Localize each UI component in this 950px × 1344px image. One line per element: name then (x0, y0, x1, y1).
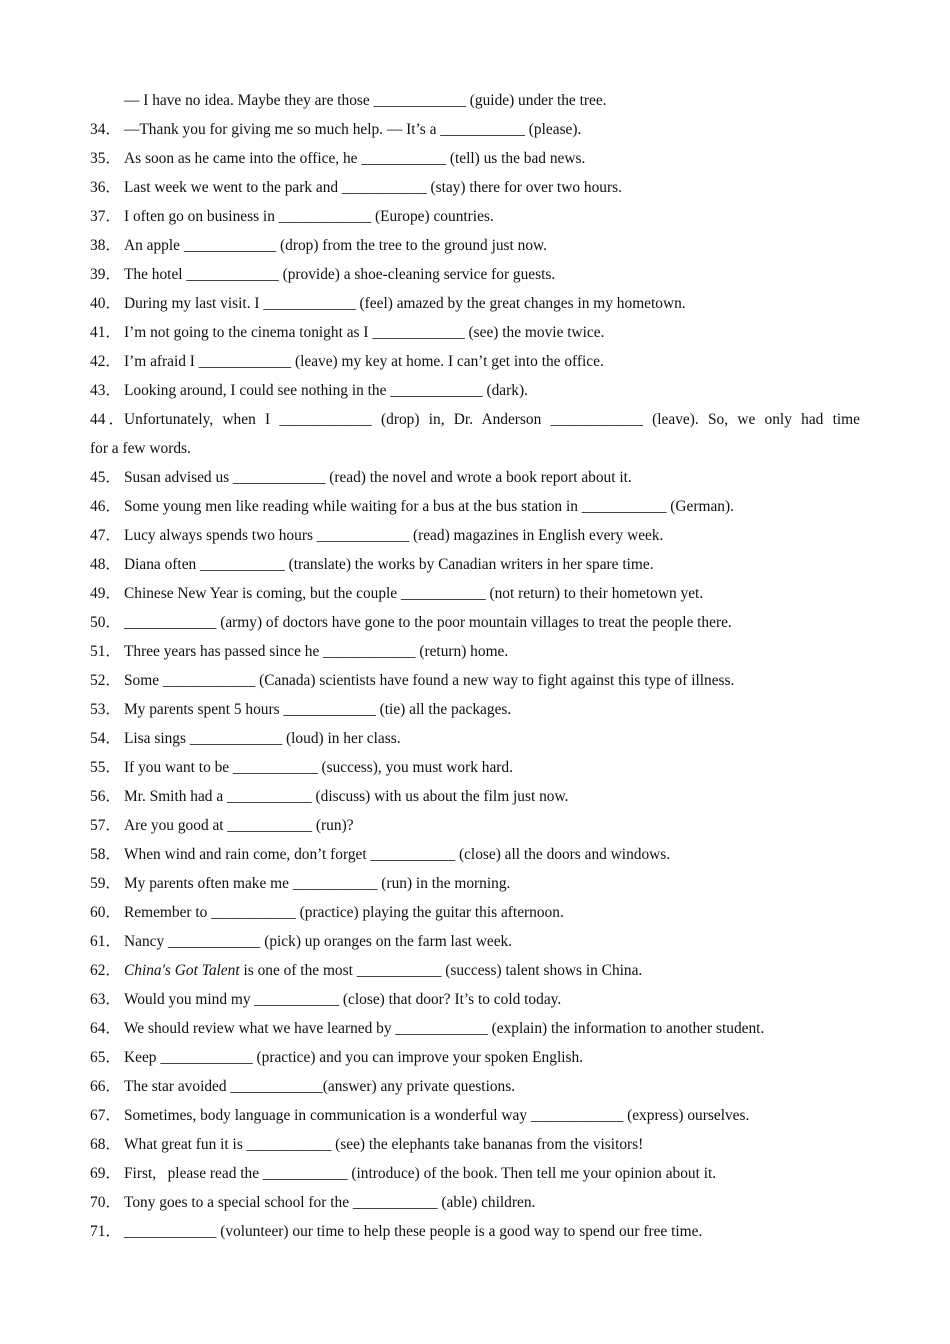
question-48 (90, 550, 860, 579)
question-number: 53． (90, 701, 121, 718)
question-text: Lucy always spends two hours ____________ (read) magazines in English every week. (124, 527, 664, 544)
question-68 (90, 1130, 860, 1159)
question-number: 52． (90, 672, 121, 689)
question-text: Diana often ___________ (translate) the works by Canadian writers in her spare time. (124, 556, 654, 573)
question-text: We should review what we have learned by ____________ (explain) the information to another student. (124, 1020, 765, 1037)
question-number: 63． (90, 991, 121, 1008)
question-35 (90, 144, 860, 173)
question-number: 67． (90, 1107, 121, 1124)
question-number: 69． (90, 1165, 121, 1182)
question-54 (90, 724, 860, 753)
question-67 (90, 1101, 860, 1130)
question-number: 45． (90, 469, 121, 486)
question-number: 71． (90, 1223, 121, 1240)
question-37 (90, 202, 860, 231)
question-40 (90, 289, 860, 318)
question-number: 68． (90, 1136, 121, 1153)
question-51 (90, 637, 860, 666)
question-66 (90, 1072, 860, 1101)
question-34 (90, 115, 860, 144)
question-text: Susan advised us ____________ (read) the novel and wrote a book report about it. (124, 469, 632, 486)
question-number: 57． (90, 817, 121, 834)
question-text: Tony goes to a special school for the ___________ (able) children. (124, 1194, 536, 1211)
question-number: 35． (90, 150, 121, 167)
question-number: 38． (90, 237, 121, 254)
question-number: 42． (90, 353, 121, 370)
question-number: 41． (90, 324, 121, 341)
question-number: 55． (90, 759, 121, 776)
question-text: Mr. Smith had a ___________ (discuss) with us about the film just now. (124, 788, 569, 805)
question-59 (90, 869, 860, 898)
question-text: is one of the most ___________ (success) talent shows in China. (239, 962, 643, 979)
question-41 (90, 318, 860, 347)
question-number: 40． (90, 295, 121, 312)
question-text: Remember to ___________ (practice) playing the guitar this afternoon. (124, 904, 564, 921)
question-text: Keep ____________ (practice) and you can improve your spoken English. (124, 1049, 584, 1066)
question-63 (90, 985, 860, 1014)
question-number: 46． (90, 498, 121, 515)
question-number: 44． (90, 411, 124, 428)
question-64 (90, 1014, 860, 1043)
question-number: 34． (90, 121, 121, 138)
question-text: If you want to be ___________ (success), you must work hard. (124, 759, 513, 776)
question-70 (90, 1188, 860, 1217)
question-text: Sometimes, body language in communication is a wonderful way ____________ (express) ourselves. (124, 1107, 750, 1124)
question-text: My parents often make me ___________ (run) in the morning. (124, 875, 511, 892)
question-45 (90, 463, 860, 492)
question-number: 61． (90, 933, 121, 950)
question-33-continuation: — I have no idea. Maybe they are those ____________ (guide) under the tree. (124, 92, 607, 109)
question-50 (90, 608, 860, 637)
question-text: ____________ (volunteer) our time to help these people is a good way to spend our free time. (124, 1223, 703, 1240)
question-number: 56． (90, 788, 121, 805)
question-number: 60． (90, 904, 121, 921)
question-65 (90, 1043, 860, 1072)
question-number: 48． (90, 556, 121, 573)
question-text: Nancy ____________ (pick) up oranges on the farm last week. (124, 933, 513, 950)
question-text: As soon as he came into the office, he ___________ (tell) us the bad news. (124, 150, 586, 167)
question-number: 59． (90, 875, 121, 892)
question-text: I’m afraid I ____________ (leave) my key at home. I can’t get into the office. (124, 353, 604, 370)
question-text: Are you good at ___________ (run)? (124, 817, 354, 834)
question-57 (90, 811, 860, 840)
question-text: During my last visit. I ____________ (feel) amazed by the great changes in my hometown. (124, 295, 686, 312)
question-text: What great fun it is ___________ (see) the elephants take bananas from the visitors! (124, 1136, 644, 1153)
question-number: 65． (90, 1049, 121, 1066)
question-number: 50． (90, 614, 121, 631)
question-number: 37． (90, 208, 121, 225)
question-49 (90, 579, 860, 608)
question-47 (90, 521, 860, 550)
question-39 (90, 260, 860, 289)
question-number: 47． (90, 527, 121, 544)
question-number: 64． (90, 1020, 121, 1037)
question-52 (90, 666, 860, 695)
question-number: 39． (90, 266, 121, 283)
question-text: First, please read the ___________ (introduce) of the book. Then tell me your opinion about it. (124, 1165, 717, 1182)
question-text: Lisa sings ____________ (loud) in her class. (124, 730, 401, 747)
question-text: Three years has passed since he ____________ (return) home. (124, 643, 509, 660)
question-38 (90, 231, 860, 260)
question-44-continuation: for a few words. (90, 440, 191, 457)
question-62 (90, 956, 860, 985)
question-53 (90, 695, 860, 724)
question-71 (90, 1217, 860, 1246)
question-text: When wind and rain come, don’t forget ___________ (close) all the doors and windows. (124, 846, 671, 863)
question-text: An apple ____________ (drop) from the tree to the ground just now. (124, 237, 548, 254)
question-44 (90, 405, 860, 434)
question-text: My parents spent 5 hours ____________ (tie) all the packages. (124, 701, 512, 718)
question-text: The star avoided ____________(answer) any private questions. (124, 1078, 516, 1095)
question-text: I often go on business in ____________ (Europe) countries. (124, 208, 494, 225)
question-text: Unfortunately, when I ____________ (drop) in, Dr. Anderson ____________ (leave). So, we only had time (124, 411, 860, 428)
question-61 (90, 927, 860, 956)
question-text: —Thank you for giving me so much help. — It’s a ___________ (please). (124, 121, 582, 138)
question-text: I’m not going to the cinema tonight as I ____________ (see) the movie twice. (124, 324, 605, 341)
question-number: 51． (90, 643, 121, 660)
question-text: The hotel ____________ (provide) a shoe-cleaning service for guests. (124, 266, 556, 283)
question-46 (90, 492, 860, 521)
question-55 (90, 753, 860, 782)
question-number: 36． (90, 179, 121, 196)
question-number: 66． (90, 1078, 121, 1095)
question-36 (90, 173, 860, 202)
question-69 (90, 1159, 860, 1188)
question-number: 49． (90, 585, 121, 602)
question-text: Chinese New Year is coming, but the couple ___________ (not return) to their hometown yet. (124, 585, 704, 602)
question-number: 62． (90, 962, 121, 979)
question-number: 54． (90, 730, 121, 747)
question-number: 70． (90, 1194, 121, 1211)
question-56 (90, 782, 860, 811)
question-text: Some ____________ (Canada) scientists have found a new way to fight against this type of illness. (124, 672, 735, 689)
question-text: Last week we went to the park and ___________ (stay) there for over two hours. (124, 179, 622, 196)
question-text: Would you mind my ___________ (close) that door? It’s to cold today. (124, 991, 562, 1008)
question-42 (90, 347, 860, 376)
question-43 (90, 376, 860, 405)
question-number: 58． (90, 846, 121, 863)
question-text: Some young men like reading while waiting for a bus at the bus station in ___________ (German). (124, 498, 734, 515)
question-number: 43． (90, 382, 121, 399)
show-title: China's Got Talent (124, 962, 240, 979)
question-58 (90, 840, 860, 869)
question-60 (90, 898, 860, 927)
question-text: ____________ (army) of doctors have gone to the poor mountain villages to treat the people there. (124, 614, 732, 631)
question-text: Looking around, I could see nothing in the ____________ (dark). (124, 382, 528, 399)
